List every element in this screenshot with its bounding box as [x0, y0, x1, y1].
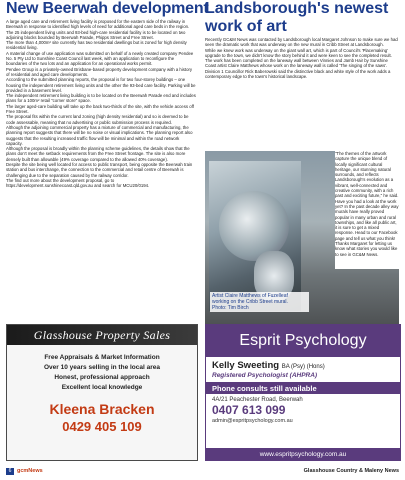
- article-side-text: [335, 151, 399, 269]
- article-paragraph: The proposal fits within the current land zoning (high density residential) and so is deemed to be code assessable, meaning that no advertising or public submission process is required.: [6, 114, 189, 125]
- article-paragraph: A large aged care and retirement living facility is proposed for the eastern side of the railway in Beerwah in response to identified high levels of need for additional aged care beds in the region.: [6, 19, 190, 30]
- article-paragraph: According to the submitted planning reports, the proposal is for two four-storey buildings – one housing the independent retirement living units and the other the 93-bed care facility. Parking will be provided in a basement level.: [6, 77, 196, 93]
- page-marker: [6, 468, 43, 475]
- address: 4A/21 Peachester Road, Beerwah: [212, 397, 303, 403]
- brand-logo-text: gcmNews: [17, 468, 43, 474]
- practitioner-name: Kelly Sweeting BA (Psy) (Hons): [212, 360, 325, 371]
- article-body: [205, 37, 399, 79]
- glasshouse-property-ad: [6, 324, 198, 461]
- article-landsborough-art: [205, 0, 399, 79]
- agent-name: Kleena Bracken: [49, 401, 155, 417]
- esprit-psychology-ad: [205, 324, 401, 461]
- mural-photo: [205, 151, 399, 328]
- brand-title: Esprit Psychology: [239, 332, 367, 349]
- article-paragraph: The independent retirement living building is to be located on the Beerwah Parade end and includes plans for a 100m² retail "corner store" space.: [6, 93, 196, 104]
- article-paragraph: Although the proposal is broadly within the planning scheme guidelines, the details show that the plans don't meet the setback requirements from the Free Street frontage. The site is also more densely built than allowable (49% coverage compared to the allowed 40% coverage).: [6, 146, 190, 162]
- article-body: [6, 19, 196, 189]
- article-paragraph: Recently GC&M News was contacted by Landsborough local Margaret Johnson to make sure we had seen the dramatic work that was underway on the new mural in Cribb Street at Landsborough.: [205, 37, 398, 48]
- page-number: 6: [6, 468, 14, 475]
- article-paragraph: A material change of use application was submitted on behalf of a newly created company Pendee No. 5 Pty Ltd to Sunshine Coast Council last week, with an application to reconfigure the boundaries of the two lots and an application for an operational works permit.: [6, 50, 194, 67]
- article-new-beerwah-development: [6, 0, 209, 189]
- ad-header: [206, 325, 400, 357]
- website-link[interactable]: www.espritpsychology.com.au: [259, 450, 347, 458]
- ad-logo-text: Glasshouse Property Sales: [33, 327, 171, 342]
- mural-artwork: [209, 161, 301, 311]
- email-link[interactable]: admin@espritpsychology.com.au: [212, 418, 293, 424]
- article-paragraph: Although the adjoining commercial property has a mixture of commercial and manufacturing, the planning report suggests that there will be no noise or visual implications. The planning report also suggests that the resulting increased traffic flow will be minimal and within the road network capacity.: [6, 124, 193, 146]
- article-paragraph: "The themes of the artwork capture the unique blend of locally significant cultural heritage, our stunning natural surrounds, and reflects Landsborough's evolution as a vibrant, well-connected and creative community, with a rich past and exciting future," he said.: [335, 151, 399, 199]
- article-paragraph: Thanks Margaret for letting us know what stories you would like to see in GC&M News.: [335, 241, 398, 257]
- article-paragraph: Despite the site being well located for access to public transport, being opposite the Beerwah train station and bus interchange, the connection to the commercial and retail centre of Beerwah is challenging due to the separation caused by the railway corridor.: [6, 162, 193, 178]
- publication-name: Glasshouse Country & Maleny News: [303, 468, 399, 474]
- article-paragraph: The find out more about the development proposal, go to https://development.sunshinecoast.qld.gov.au and search for MCU20/0194.: [6, 177, 150, 189]
- article-paragraph: The larger aged-care building will take up the back two-thirds of the site, with the vehicle access off Free Street.: [6, 103, 194, 115]
- agent-phone[interactable]: 0429 405 109: [62, 419, 142, 434]
- phone-number[interactable]: 0407 613 099: [212, 403, 286, 417]
- phone-consult-bar: Phone consults still available: [206, 382, 400, 394]
- ad-lines: Free Appraisals & Market Information Over 10 years selling in the local area Honest, professional approach Excellent local knowledge: [44, 354, 160, 391]
- article-paragraph: Pendee Group is a privately-owned Brisbane-based property development company with a history of residential and aged care developments.: [6, 66, 193, 77]
- website-bar: [206, 448, 400, 460]
- article-paragraph: Have you had a look at the work yet? In the past decade alley way murals have really proved popular in many urban and rural townships, and like all public art, it is sure to get a mixed response. Head to our Facebook page and tell us what you think!: [335, 198, 399, 241]
- article-headline: Landsborough's newest work of art: [205, 0, 389, 35]
- article-headline: New Beerwah development: [6, 0, 209, 17]
- photo-caption: Artist Claire Matthews of Fuzelleaf working on the Cribb Street mural. Photo: Tim Birch: [210, 292, 309, 312]
- article-paragraph: Division 1 Councillor Rick Baberowski said the distinctive black and white style of the work adds a contemporary edge to the town's historical landscape.: [205, 68, 391, 80]
- ad-banner: [7, 325, 197, 345]
- article-paragraph: While we knew work was underway on the giant wall art, which is part of Council's 'Placemaking' upgrade to the town, we didn't know the story behind it and were keen to see the completed result.: [205, 47, 392, 58]
- article-paragraph: The more than 4,000m² site currently has two residential dwellings but is zoned for high density residential living.: [6, 40, 187, 51]
- article-paragraph: The work has been completed on the laneway wall between Vinnies and Jamb Hair by Sunshine Coast artist Claire Matthews whose work on the laneway wall is called 'The singing of the saws'.: [205, 58, 388, 69]
- article-paragraph: The 25 independent living units and 93-bed high-care residential facility is to be located on two adjoining blocks bounded by Beerwah Parade, Phipps Street and Free Street.: [6, 29, 186, 40]
- registration-label: Registered Psychologist (AHPRA): [212, 372, 318, 379]
- page-footer: [6, 466, 399, 476]
